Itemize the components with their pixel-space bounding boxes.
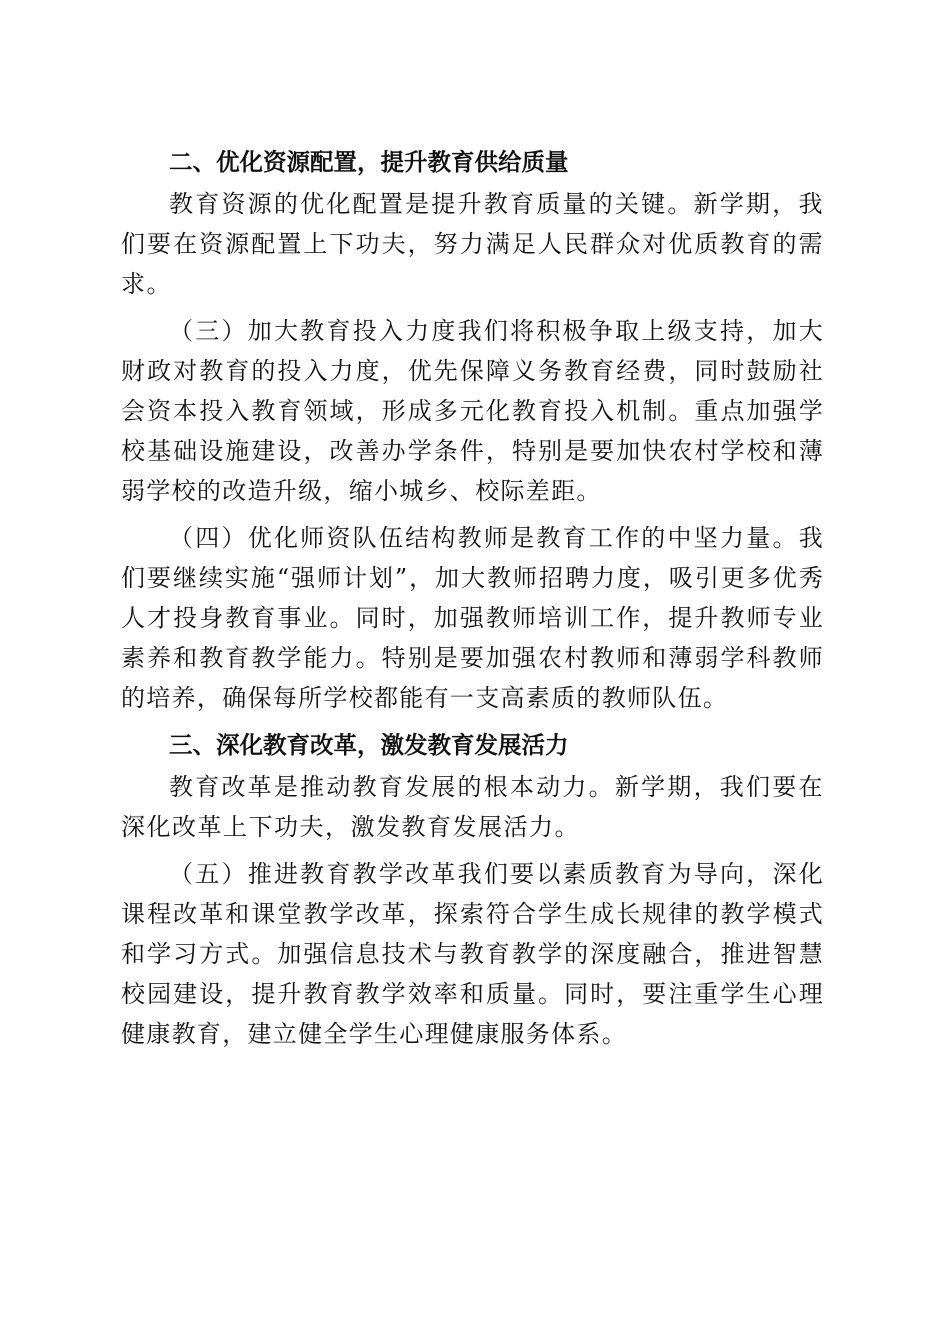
paragraph-investment: （三）加大教育投入力度我们将积极争取上级支持，加大财政对教育的投入力度，优先保障义务教育经费，同时鼓励社会资本投入教育领域，形成多元化教育投入机制。重点加强学校基础设施建设，改善办学条件，特别是要加快农村学校和薄弱学校的改造升级，缩小城乡、校际差距。	[121, 317, 824, 505]
section-heading-resources: 二、优化资源配置，提升教育供给质量	[169, 148, 569, 176]
paragraph-reform-intro: 教育改革是推动教育发展的根本动力。新学期，我们要在深化改革上下功夫，激发教育发展活力。	[121, 773, 824, 841]
paragraph-teaching-reform: （五）推进教育教学改革我们要以素质教育为导向，深化课程改革和课堂教学改革，探索符合学生成长规律的教学模式和学习方式。加强信息技术与教育教学的深度融合，推进智慧校园建设，提升教育教学效率和质量。同时，要注重学生心理健康教育，建立健全学生心理健康服务体系。	[121, 860, 824, 1048]
section-heading-reform: 三、深化教育改革，激发教育发展活力	[169, 731, 569, 759]
paragraph-teachers: （四）优化师资队伍结构教师是教育工作的中坚力量。我们要继续实施“强师计划”，加大教师招聘力度，吸引更多优秀人才投身教育事业。同时，加强教师培训工作，提升教师专业素养和教育教学能力。特别是要加强农村教师和薄弱学科教师的培养，确保每所学校都能有一支高素质的教师队伍。	[121, 524, 824, 712]
paragraph-resources-intro: 教育资源的优化配置是提升教育质量的关键。新学期，我们要在资源配置上下功夫，努力满足人民群众对优质教育的需求。	[121, 190, 824, 298]
document-body	[121, 142, 824, 1061]
